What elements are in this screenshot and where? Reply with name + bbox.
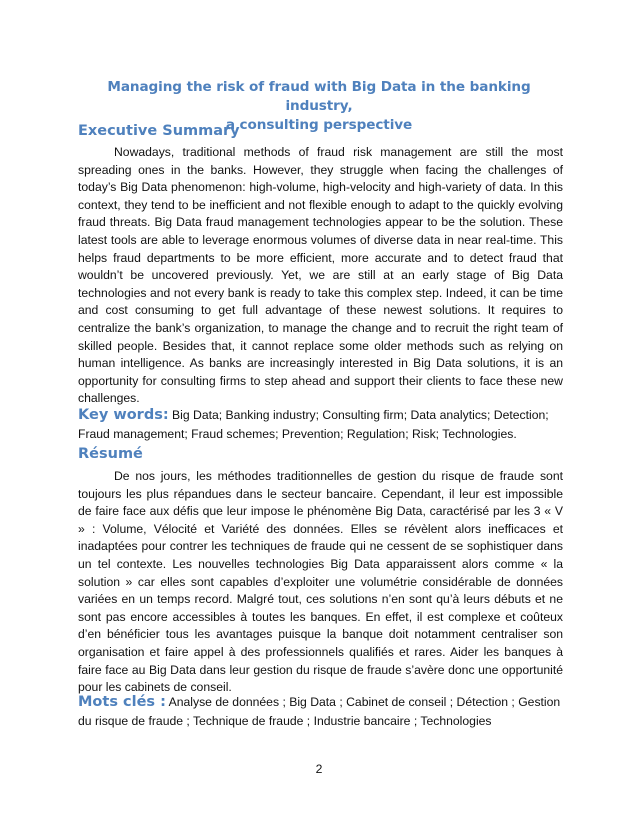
mots-cles	[78, 693, 563, 731]
title-line-1: Managing the risk of fraud with Big Data in the banking industry,	[107, 79, 531, 114]
key-words	[78, 406, 563, 444]
resume-heading: Résumé	[78, 446, 143, 462]
key-words-label: Key words:	[78, 407, 169, 423]
key-words-text: Big Data; Banking industry; Consulting firm; Data analytics; Detection; Fraud management; Fraud schemes; Prevention; Regulation; Risk; Technologies.	[78, 408, 549, 441]
resume-text: De nos jours, les méthodes traditionnelles de gestion du risque de fraude sont toujours les plus répandues dans le secteur bancaire. Cependant, il leur est impossible de faire face aux défis que leur impose le phénomène Big Data, caractérisé par les 3 « V » : Volume, Vélocité et Variété des données. Elles se révèlent alors inefficaces et inadaptées pour contrer les techniques de fraude qui ne cessent de se sophistiquer dans un tel contexte. Les nouvelles technologies Big Data apparaissent alors comme « la solution » car elles sont capables d’exploiter une volumétrie considérable de données variées en un temps record. Malgré tout, ces solutions n’en sont qu’à leurs débuts et ne sont pas encore accessibles à toutes les banques. En effet, il est complexe et coûteux d’en bénéficier tous les avantages puisque la banque doit notamment centraliser son organisation et faire appel à des professionnels qualifiés et rares. Aider les banques à faire face au Big Data dans leur gestion du risque de fraude s’avère donc une opportunité pour les cabinets de conseil.	[78, 469, 563, 695]
page-number: 2	[315, 762, 323, 776]
mots-cles-text: Analyse de données ; Big Data ; Cabinet de conseil ; Détection ; Gestion du risque de fraude ; Technique de fraude ; Industrie bancaire ; Technologies	[78, 695, 561, 728]
mots-cles-label: Mots clés :	[78, 694, 166, 710]
title-line-2: a consulting perspective	[225, 117, 413, 133]
executive-summary-text: Nowadays, traditional methods of fraud risk management are still the most spreading ones in the banks. However, they struggle when facing the challenges of today’s Big Data phenomenon: high-volume, high-velocity and high-variety of data. In this context, they tend to be inefficient and not flexible enough to adapt to the quickly evolving fraud threats. Big Data fraud management technologies appear to be the solution. These latest tools are able to leverage enormous volumes of diverse data in near real-time. This helps fraud departments to be more efficient, more accurate and to detect fraud that wouldn’t be uncovered previously. Yet, we are still at an early stage of Big Data technologies and not every bank is ready to take this complex step. Indeed, it can be time and cost consuming to get full advantage of these newest solutions. It requires to centralize the bank’s organization, to manage the change and to recruit the right team of skilled people. Besides that, it cannot replace some older methods such as relying on human intelligence. As banks are increasingly interested in Big Data solutions, it is an opportunity for consulting firms to step ahead and support their clients to face these new challenges.	[78, 145, 563, 406]
executive-summary-heading: Executive Summary	[78, 123, 240, 139]
